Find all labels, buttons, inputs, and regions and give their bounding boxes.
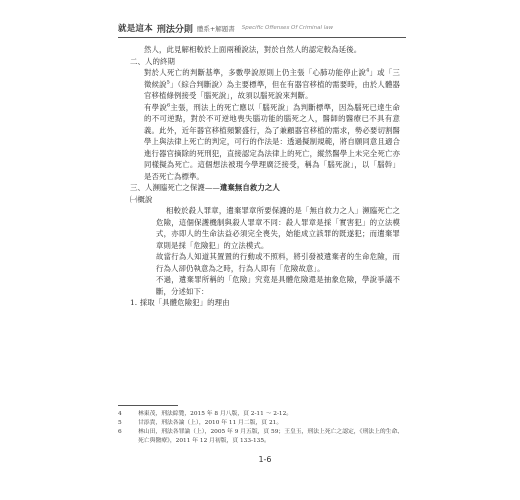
footnote-6 bbox=[118, 428, 408, 446]
header-divider bbox=[118, 37, 406, 38]
section-2-paragraph-1: 對於人死亡的判斷基準，多數學說原則上仍主張「心肺功能停止說$^4$」或「三徵候說$^5$」（綜合判斷說）為主要標準，但在有器官移植的需要時，由於人體器官移植條例接受「腦死說」，故須以腦死說來判斷。 bbox=[144, 67, 400, 100]
footnote-5 bbox=[118, 419, 408, 428]
list-item-1: 1. 採取「具體危險犯」的理由 bbox=[130, 298, 230, 307]
header-english-title: Specific Offenses Of Criminal law bbox=[241, 25, 334, 31]
subsection-1-paragraph-1: 相較於殺人罪章，遺棄罪章所要保護的是「無自救力之人」瀕臨死亡之危險，這個保護機制與殺人罪章不同：殺人罪章是採「實害犯」的立法模式，亦即人的生命法益必須完全喪失，始能成立該罪的既遂犯；而遺棄罪章則是採「危險犯」的立法模式。 bbox=[156, 206, 400, 250]
footnote-text: 林山田，刑法各罪論（上），2005 年 9 月五版，頁 59；王皇玉，刑法上死亡之認定，《刑法上的生命、死亡與醫療》，2011 年 12 月初版，頁 133-135。 bbox=[138, 429, 404, 444]
subsection-1-paragraph-2: 故當行為人知道其置置的行動或不照料，將引發被遺棄者的生命危險，而行為人卻仍執意為之時，行為人即有「危險故意」。 bbox=[156, 252, 400, 273]
subsection-heading-1: ㈠概說 bbox=[130, 194, 153, 204]
footnote-ref-4[interactable]: 4 bbox=[366, 67, 370, 74]
page-number: 1-6 bbox=[258, 455, 272, 464]
footnote-ref-6[interactable]: 6 bbox=[166, 102, 171, 109]
footnote-ref-5[interactable]: 5 bbox=[166, 79, 170, 86]
footnote-number: 6 bbox=[118, 429, 122, 435]
header-brand: 就是這本 bbox=[118, 24, 153, 34]
main-text bbox=[130, 44, 400, 309]
section-heading-3: 三、人瀕臨死亡之保護——遺棄無自救力之人 bbox=[130, 183, 280, 192]
footnote-text: 甘添貴，刑法各論（上），2010 年 11 月二版，頁 21。 bbox=[138, 420, 283, 426]
subsection-1-paragraph-3: 不過，遺棄罪所稱的「危險」究竟是具體危險還是抽象危險，學說爭議不斷，分述如下： bbox=[156, 275, 400, 296]
section-2-paragraph-2: 有學說$^6$主張，刑法上的死亡應以「腦死說」為判斷標準，因為腦死已達生命的不可逆點，對於不可逆地喪失腦功能的腦死之人，醫師的醫療已不具有意義。此外，近年器官移植頻繁盛行，為了兼顧器官移植的需求，勢必要切割醫學上與法律上死亡的判定，可行的作法是：透過擬制規範，將自願同意且適合進行器官摘除的死刑犯，直接認定為法律上的死亡，縱然醫學上未完全死亡亦同樣擬為死亡。這個想法被現今學理廣泛接受，稱為「腦死說」，以「腦幹」是否死亡為標準。 bbox=[144, 102, 400, 181]
footnote-divider bbox=[118, 405, 178, 406]
section-heading-2: 二、人的終期 bbox=[130, 56, 175, 66]
footnote-4 bbox=[118, 410, 408, 419]
header-subtitle: 體系+解題書 bbox=[196, 24, 235, 33]
header-title: 刑法分則 bbox=[156, 24, 193, 35]
section-2-body bbox=[144, 67, 400, 182]
running-header bbox=[118, 20, 408, 36]
footnote-text: 林東茂，刑法綜覽，2015 年 8 月八版，頁 2-11 ～ 2-12。 bbox=[138, 411, 293, 417]
intro-paragraph: 然人，此見解相較於上面兩種說法，對於自然人的認定較為延後。 bbox=[144, 45, 362, 54]
footnote-number: 5 bbox=[118, 420, 122, 426]
footnote-number: 4 bbox=[118, 411, 122, 417]
footnotes bbox=[118, 410, 408, 446]
subsection-1-body bbox=[156, 205, 400, 297]
